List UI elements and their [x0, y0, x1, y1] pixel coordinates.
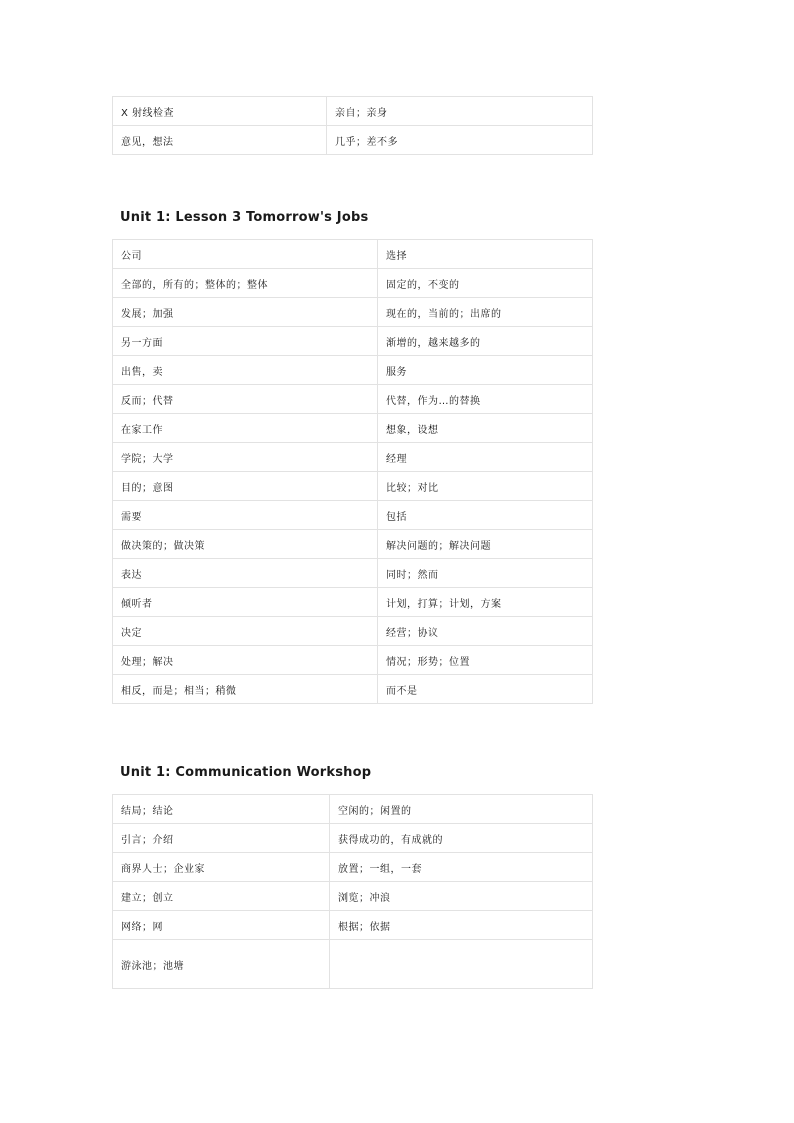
table-row	[113, 824, 593, 853]
table-cell: 出售，卖	[113, 356, 378, 385]
table-cell: 学院；大学	[113, 443, 378, 472]
table-cell: X 射线检查	[113, 97, 327, 126]
table-cell: 发展；加强	[113, 298, 378, 327]
table-cell: 而不是	[378, 675, 593, 704]
table-row	[113, 617, 593, 646]
table-row	[113, 559, 593, 588]
table-cell: 现在的，当前的；出席的	[378, 298, 593, 327]
table-cell: 想象，设想	[378, 414, 593, 443]
table-cell: 服务	[378, 356, 593, 385]
table-row	[113, 240, 593, 269]
section-heading: Unit 1: Communication Workshop	[120, 765, 372, 780]
table-row	[113, 530, 593, 559]
table-cell: 计划，打算；计划，方案	[378, 588, 593, 617]
table-row	[113, 97, 593, 126]
table-row	[113, 385, 593, 414]
table-cell: 根据；依据	[330, 911, 593, 940]
table-cell: 意见，想法	[113, 126, 327, 155]
table-cell: 经营；协议	[378, 617, 593, 646]
table-cell: 建立；创立	[113, 882, 330, 911]
table-cell: 全部的，所有的；整体的；整体	[113, 269, 378, 298]
table-cell: 结局；结论	[113, 795, 330, 824]
table-cell: 网络；网	[113, 911, 330, 940]
table-cell: 选择	[378, 240, 593, 269]
table-cell: 处理；解决	[113, 646, 378, 675]
table-row	[113, 443, 593, 472]
table-cell: 包括	[378, 501, 593, 530]
table-cell: 引言；介绍	[113, 824, 330, 853]
vocab-table-1	[112, 96, 593, 155]
table-row	[113, 356, 593, 385]
table-cell: 情况；形势；位置	[378, 646, 593, 675]
table-cell: 反而；代替	[113, 385, 378, 414]
table-cell: 浏览；冲浪	[330, 882, 593, 911]
table-cell: 空闲的；闲置的	[330, 795, 593, 824]
table-row	[113, 126, 593, 155]
table-cell: 需要	[113, 501, 378, 530]
section-heading: Unit 1: Lesson 3 Tomorrow's Jobs	[120, 210, 369, 225]
table-cell: 商界人士；企业家	[113, 853, 330, 882]
table-row	[113, 298, 593, 327]
table-cell: 决定	[113, 617, 378, 646]
table-cell: 在家工作	[113, 414, 378, 443]
table-cell: 比较；对比	[378, 472, 593, 501]
table-row	[113, 501, 593, 530]
table-cell: 目的；意图	[113, 472, 378, 501]
table-row	[113, 646, 593, 675]
table-row	[113, 414, 593, 443]
table-cell: 代替，作为…的替换	[378, 385, 593, 414]
table-cell: 亲自；亲身	[327, 97, 593, 126]
table-cell: 渐增的，越来越多的	[378, 327, 593, 356]
table-row	[113, 327, 593, 356]
table-cell: 游泳池；池塘	[113, 940, 330, 989]
table-cell: 固定的，不变的	[378, 269, 593, 298]
vocab-table-2	[112, 239, 593, 704]
table-row	[113, 911, 593, 940]
table-row	[113, 588, 593, 617]
table-cell: 相反，而是；相当；稍微	[113, 675, 378, 704]
table-cell: 解决问题的；解决问题	[378, 530, 593, 559]
table-row	[113, 675, 593, 704]
table-cell: 另一方面	[113, 327, 378, 356]
table-cell: 表达	[113, 559, 378, 588]
table-cell: 公司	[113, 240, 378, 269]
table-row	[113, 853, 593, 882]
table-cell: 做决策的；做决策	[113, 530, 378, 559]
vocab-table-3	[112, 794, 593, 989]
table-cell	[330, 940, 593, 989]
table-cell: 几乎；差不多	[327, 126, 593, 155]
table-row	[113, 940, 593, 989]
table-cell: 获得成功的，有成就的	[330, 824, 593, 853]
table-row	[113, 269, 593, 298]
table-cell: 倾听者	[113, 588, 378, 617]
table-cell: 同时；然而	[378, 559, 593, 588]
table-row	[113, 472, 593, 501]
table-cell: 放置；一组，一套	[330, 853, 593, 882]
table-row	[113, 795, 593, 824]
table-row	[113, 882, 593, 911]
table-cell: 经理	[378, 443, 593, 472]
